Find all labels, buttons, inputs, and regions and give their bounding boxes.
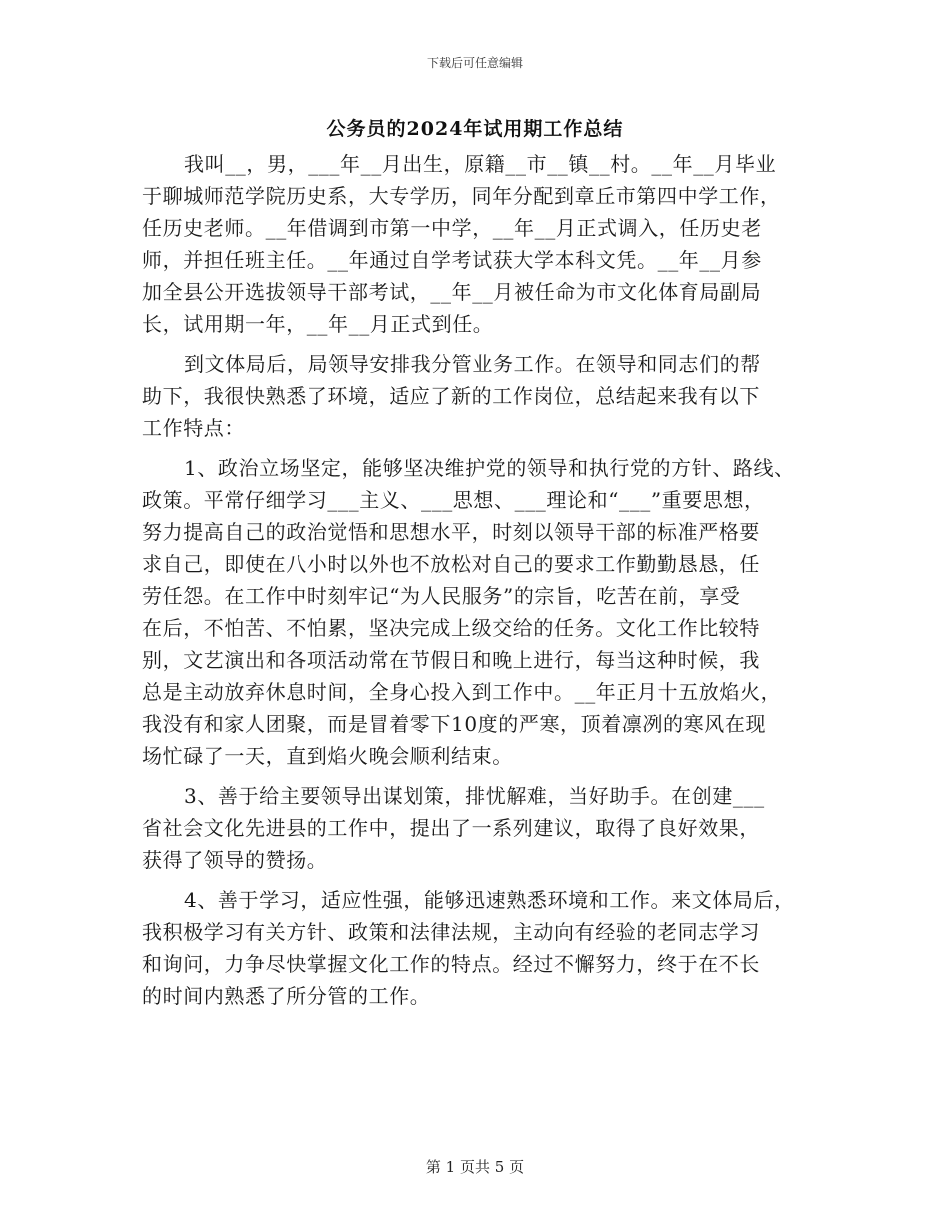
- text-line: 4、善于学习，适应性强，能够迅速熟悉环境和工作。来文体局后，: [184, 888, 795, 912]
- document-title: 公务员的2024年试用期工作总结: [326, 118, 624, 140]
- paragraph-5: [142, 884, 810, 1012]
- text-line: 我没有和家人团聚，而是冒着零下10度的严寒，顶着凛冽的寒风在现: [142, 712, 767, 736]
- paragraph-2: [142, 348, 810, 444]
- text-line: 政策。平常仔细学习___主义、___思想、___理论和“___”重要思想，: [142, 488, 765, 512]
- text-line: 任历史老师。__年借调到市第一中学，__年__月正式调入，任历史老: [142, 216, 762, 240]
- document-body: [142, 148, 810, 1012]
- text-line: 于聊城师范学院历史系，大专学历，同年分配到章丘市第四中学工作，: [142, 184, 781, 208]
- text-line: 3、善于给主要领导出谋划策，排忧解难，当好助手。在创建___: [184, 784, 765, 808]
- text-line: 我叫__，男，___年__月出生，原籍__市__镇__村。__年__月毕业: [184, 152, 777, 176]
- text-line: 总是主动放弃休息时间，全身心投入到工作中。__年正月十五放焰火，: [142, 680, 782, 704]
- text-line: 助下，我很快熟悉了环境，适应了新的工作岗位，总结起来我有以下: [142, 384, 760, 408]
- text-line: 获得了领导的赞扬。: [142, 848, 328, 872]
- paragraph-4: [142, 780, 810, 876]
- text-line: 努力提高自己的政治觉悟和思想水平，时刻以领导干部的标准严格要: [142, 520, 760, 544]
- text-line: 师，并担任班主任。__年通过自学考试获大学本科文凭。__年__月参: [142, 248, 762, 272]
- text-line: 省社会文化先进县的工作中，提出了一系列建议，取得了良好效果，: [142, 816, 760, 840]
- paragraph-3: [142, 452, 810, 772]
- paragraph-1: [142, 148, 810, 340]
- text-line: 1、政治立场坚定，能够坚决维护党的领导和执行党的方针、路线、: [184, 456, 795, 480]
- text-line: 加全县公开选拔领导干部考试，__年__月被任命为市文化体育局副局: [142, 280, 762, 304]
- text-line: 和询问，力争尽快掌握文化工作的特点。经过不懈努力，终于在不长: [142, 952, 760, 976]
- text-line: 的时间内熟悉了所分管的工作。: [142, 984, 431, 1008]
- text-line: 求自己，即使在八小时以外也不放松对自己的要求工作勤勤恳恳，任: [142, 552, 760, 576]
- text-line: 工作特点：: [142, 416, 245, 440]
- text-line: 劳任怨。在工作中时刻牢记“为人民服务”的宗旨，吃苦在前，享受: [142, 584, 741, 608]
- text-line: 到文体局后，局领导安排我分管业务工作。在领导和同志们的帮: [184, 352, 761, 376]
- text-line: 别，文艺演出和各项活动常在节假日和晚上进行，每当这种时候，我: [142, 648, 760, 672]
- text-line: 在后，不怕苦、不怕累，坚决完成上级交给的任务。文化工作比较特: [142, 616, 760, 640]
- text-line: 场忙碌了一天，直到焰火晚会顺利结束。: [142, 744, 513, 768]
- page-header: 下载后可任意编辑: [426, 56, 523, 70]
- text-line: 我积极学习有关方针、政策和法律法规，主动向有经验的老同志学习: [142, 920, 760, 944]
- page-footer: 第 1 页共 5 页: [425, 1158, 525, 1176]
- text-line: 长，试用期一年，__年__月正式到任。: [142, 312, 494, 336]
